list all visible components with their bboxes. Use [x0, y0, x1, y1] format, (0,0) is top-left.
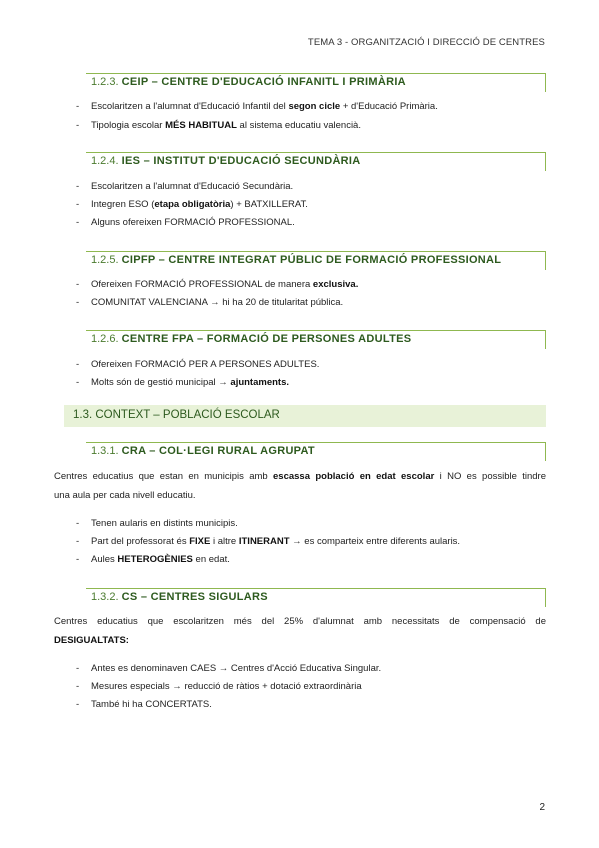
list-text-bold: segon cicle [288, 101, 341, 112]
section-title: CEIP – CENTRE D'EDUCACIÓ INFANITL I PRIMÀRIA [121, 76, 406, 88]
list-marker: - [76, 199, 80, 210]
section-number: 1.3.2. [91, 591, 119, 603]
list-marker: - [76, 681, 80, 692]
list-text: Integren ESO ( [91, 199, 155, 210]
section-title: CIPFP – CENTRE INTEGRAT PÚBLIC DE FORMACIÓ PROFESSIONAL [121, 254, 502, 266]
list-text: Tenen aularis en distints municipis. [91, 518, 238, 529]
section-title: CRA – COL·LEGI RURAL AGRUPAT [121, 445, 315, 457]
list-text: Part del professorat és [91, 536, 190, 547]
list-text-bold: ITINERANT [238, 536, 290, 547]
list-text: i altre [210, 536, 239, 547]
list-marker: - [76, 101, 80, 112]
list-text: Escolaritzen a l'alumnat d'Educació Infantil del [91, 101, 289, 112]
list-marker: - [76, 120, 80, 131]
list-text: Antes es denominaven CAES → Centres d'Acció Educativa Singular. [91, 663, 382, 674]
list-text: COMUNITAT VALENCIANA → hi ha 20 de titularitat pública. [91, 297, 344, 308]
paragraph: Centres educatius que escolaritzen més del 25% d'alumnat amb necessitats de compensació de [54, 616, 546, 627]
list-marker: - [76, 217, 80, 228]
paragraph-line [54, 631, 546, 650]
list-text-bold: HETEROGÈNIES [117, 554, 193, 565]
para-text-bold: escassa població en edat escolar [273, 471, 435, 482]
running-header: TEMA 3 - ORGANITZACIÓ I DIRECCIÓ DE CENTRES [307, 37, 545, 48]
list-text: També hi ha CONCERTATS. [91, 699, 212, 710]
section-heading-1-2-5 [86, 251, 546, 270]
section-title: IES – INSTITUT D'EDUCACIÓ SECUNDÀRIA [121, 155, 361, 167]
section-band-1-3 [64, 405, 546, 427]
section-heading-1-2-6 [86, 330, 546, 349]
para-text: i NO es possible tindre [434, 471, 546, 482]
list-marker: - [76, 536, 80, 547]
list-text: Escolaritzen a l'alumnat d'Educació Secundària. [91, 181, 294, 192]
list-marker: - [76, 518, 80, 529]
list-text: Mesures especials → reducció de ràtios + dotació extraordinària [91, 681, 362, 692]
section-number: 1.2.6. [91, 333, 119, 345]
section-number: 1.3.1. [91, 445, 119, 457]
list-text: Alguns ofereixen FORMACIÓ PROFESSIONAL. [91, 217, 295, 228]
list-marker: - [76, 359, 80, 370]
list-text: ) + BATXILLERAT. [230, 199, 308, 210]
para-text: Centres educatius que estan en municipis amb [54, 471, 274, 482]
list-marker: - [76, 279, 80, 290]
section-title: CS – CENTRES SIGULARS [121, 591, 268, 603]
list-text: + d'Educació Primària. [340, 101, 438, 112]
page-number: 2 [539, 802, 545, 813]
paragraph [54, 467, 546, 486]
list-text: Ofereixen FORMACIÓ PER A PERSONES ADULTES. [91, 359, 320, 370]
list-text-bold: FIXE [189, 536, 211, 547]
list-text-bold: exclusiva. [312, 279, 359, 290]
list-text: Molts són de gestió municipal → [91, 377, 231, 388]
list-marker: - [76, 663, 80, 674]
paragraph-line: una aula per cada nivell educatiu. [54, 490, 196, 501]
list-text: → es comparteix entre diferents aularis. [289, 536, 461, 547]
section-number: 1.2.4. [91, 155, 119, 167]
list-text: Aules [91, 554, 118, 565]
section-heading-1-2-4 [86, 152, 546, 171]
section-heading-1-3-1 [86, 442, 546, 461]
section-title: CENTRE FPA – FORMACIÓ DE PERSONES ADULTES [121, 333, 412, 345]
section-number: 1.2.3. [91, 76, 119, 88]
list-marker: - [76, 181, 80, 192]
list-text-bold: MÉS HABITUAL [165, 120, 237, 131]
list-text: Tipologia escolar [91, 120, 166, 131]
list-text: en edat. [192, 554, 230, 565]
list-text-bold: etapa obligatòria [154, 199, 231, 210]
list-text: al sistema educatiu valencià. [236, 120, 361, 131]
list-marker: - [76, 699, 80, 710]
section-number: 1.2.5. [91, 254, 119, 266]
section-title: 1.3. CONTEXT – POBLACIÓ ESCOLAR [73, 409, 280, 421]
section-heading-1-2-3 [86, 73, 546, 92]
list-text-bold: ajuntaments. [230, 377, 290, 388]
list-marker: - [76, 377, 80, 388]
list-text: Ofereixen FORMACIÓ PROFESSIONAL de manera [91, 279, 313, 290]
list-marker: - [76, 554, 80, 565]
section-heading-1-3-2 [86, 588, 546, 607]
list-marker: - [76, 297, 80, 308]
para-text-bold: DESIGUALTATS: [54, 635, 129, 646]
